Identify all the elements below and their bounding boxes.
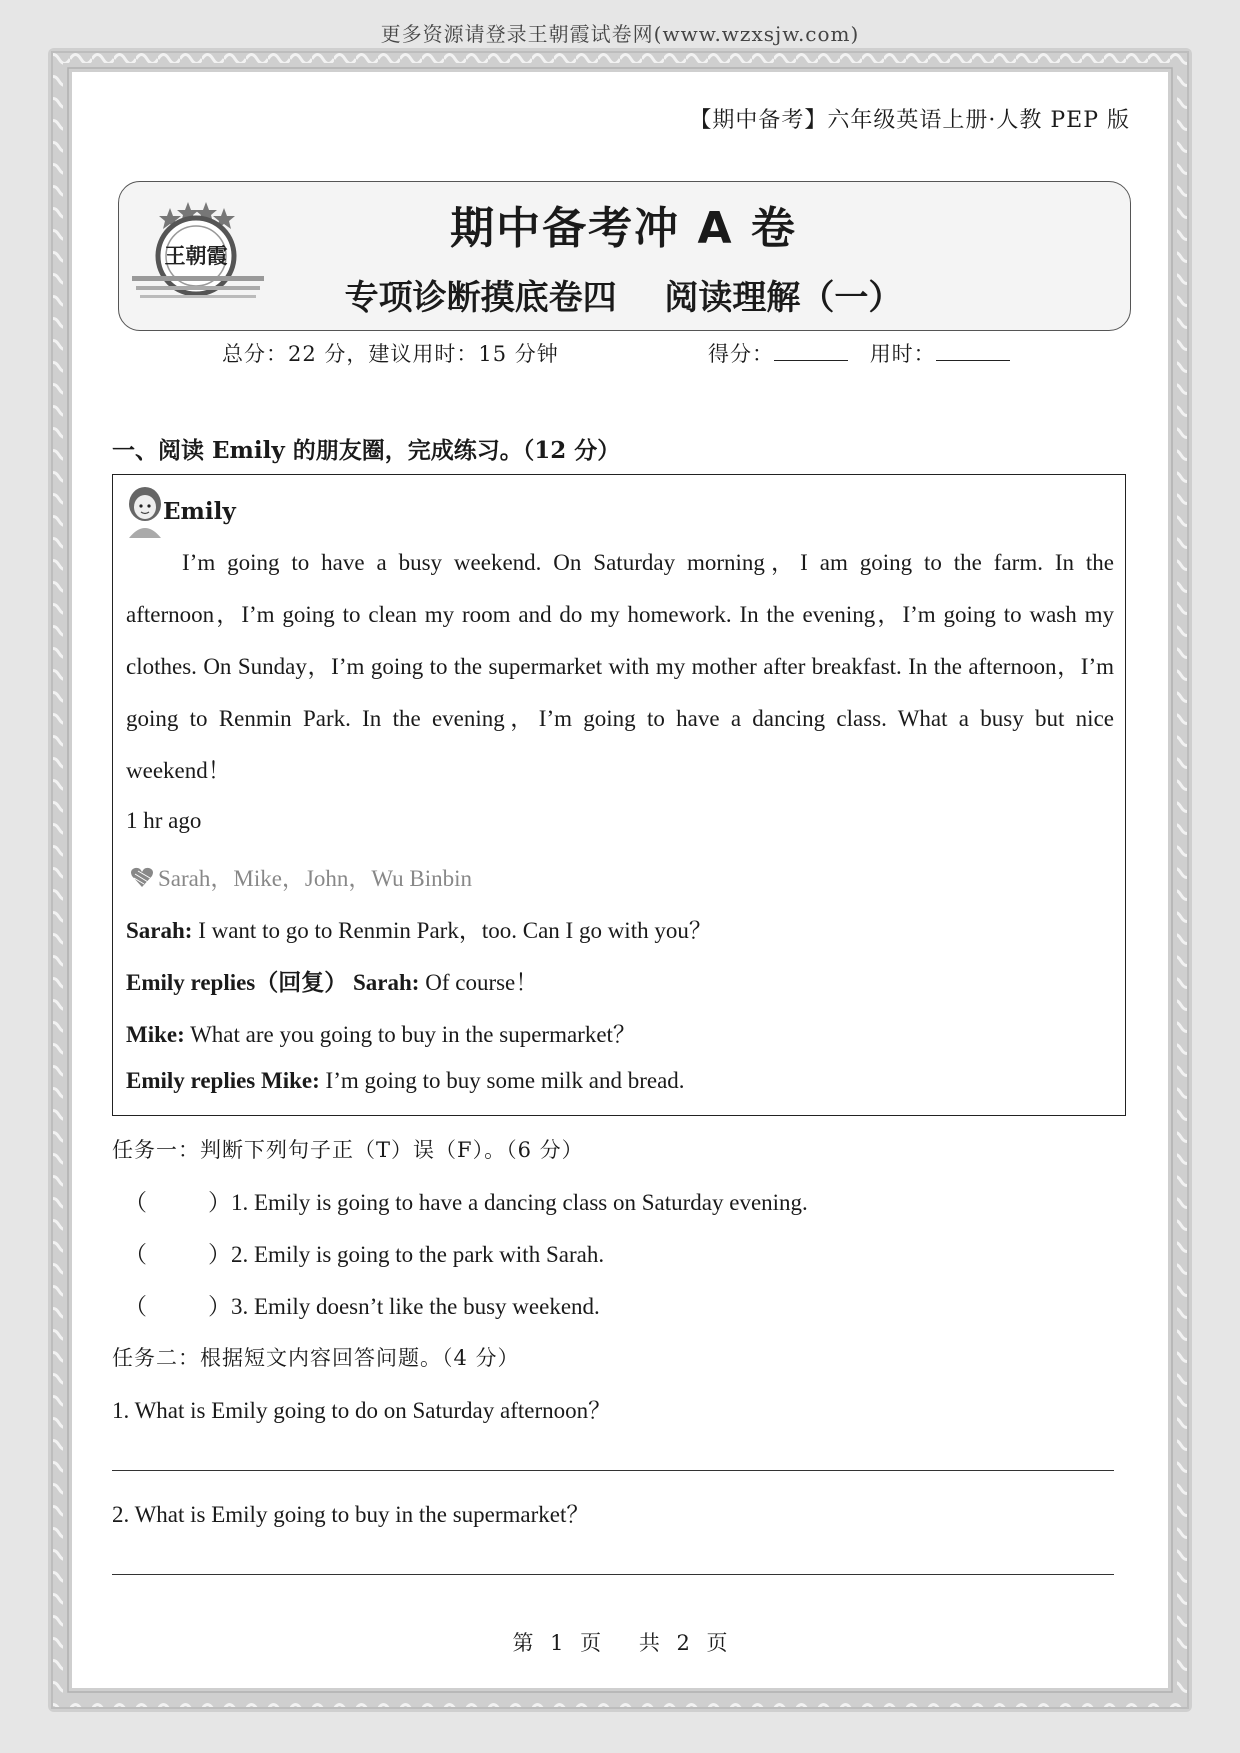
comment-text: I’m going to buy some milk and bread. bbox=[319, 1068, 685, 1093]
score-label: 得分： bbox=[708, 342, 774, 366]
comment-2 bbox=[126, 964, 538, 997]
comment-4 bbox=[126, 1068, 685, 1094]
tf-question-3: （ ）3. Emily doesn’t like the busy weekend. bbox=[124, 1288, 600, 1321]
task-2-heading: 任务二：根据短文内容回答问题。（4 分） bbox=[112, 1346, 520, 1370]
comment-speaker: Sarah: bbox=[126, 918, 193, 943]
tf-question-1: （ ）1. Emily is going to have a dancing class on Saturday evening. bbox=[124, 1184, 808, 1217]
post-author: Emily bbox=[163, 498, 236, 525]
score-blank[interactable] bbox=[774, 340, 848, 361]
task-1-heading: 任务一：判断下列句子正（T）误（F）。（6 分） bbox=[112, 1138, 584, 1162]
tf-question-2: （ ）2. Emily is going to the park with Sarah. bbox=[124, 1236, 604, 1269]
answer-paren[interactable]: （ bbox=[124, 1294, 147, 1319]
time-blank[interactable] bbox=[936, 340, 1010, 361]
answer-paren[interactable]: （ bbox=[124, 1242, 147, 1267]
exam-meta-score bbox=[708, 338, 1010, 368]
answer-paren[interactable]: （ bbox=[124, 1190, 147, 1215]
likes-list: Sarah，Mike，John，Wu Binbin bbox=[158, 866, 473, 891]
post-time: 1 hr ago bbox=[126, 808, 202, 833]
post-body: I’m going to have a busy weekend. On Saturday morning，I am going to the farm. In the afternoon，I’m going to clean my room and do my homework. In the evening，I’m going to wash my clothes. On Sunday，I’m going to the supermarket with my mother after breakfast. In the afternoon，I’m going to Renmin Park. In the evening，I’m going to have a dancing class. What a busy but nice weekend！ bbox=[126, 550, 1114, 783]
answer-line-1[interactable] bbox=[112, 1470, 1114, 1471]
avatar-icon bbox=[125, 484, 165, 538]
main-title: 期中备考冲 A 卷 bbox=[450, 203, 797, 254]
comment-speaker: Mike: bbox=[126, 1022, 185, 1047]
series-label: 【期中备考】六年级英语上册·人教 PEP 版 bbox=[689, 108, 1130, 133]
top-banner: 更多资源请登录王朝霞试卷网(www.wzxsjw.com) bbox=[380, 22, 860, 46]
heart-icon bbox=[130, 866, 154, 888]
open-question-1: 1. What is Emily going to do on Saturday afternoon？ bbox=[112, 1398, 612, 1423]
comment-speaker: Emily replies Mike: bbox=[126, 1068, 320, 1093]
comment-text: I want to go to Renmin Park，too. Can I go with you？ bbox=[192, 918, 712, 943]
comment-1 bbox=[126, 912, 712, 945]
comment-text: What are you going to buy in the supermarket？ bbox=[184, 1022, 636, 1047]
exam-meta-total: 总分：22 分，建议用时：15 分钟 bbox=[222, 342, 559, 366]
comment-3 bbox=[126, 1016, 636, 1049]
page-footer: 第 1 页 共 2 页 bbox=[512, 1631, 728, 1655]
sub-title: 专项诊断摸底卷四 阅读理解（一） bbox=[344, 278, 903, 318]
answer-line-2[interactable] bbox=[112, 1574, 1114, 1575]
open-question-2: 2. What is Emily going to buy in the supermarket？ bbox=[112, 1502, 590, 1527]
time-label: 用时： bbox=[869, 342, 936, 366]
comment-text: Of course！ bbox=[419, 970, 539, 995]
section-1-heading: 一、阅读 Emily 的朋友圈，完成练习。（12 分） bbox=[112, 437, 621, 464]
comment-speaker: Emily replies（回复） Sarah: bbox=[126, 970, 420, 995]
logo-text: 王朝霞 bbox=[164, 243, 228, 268]
